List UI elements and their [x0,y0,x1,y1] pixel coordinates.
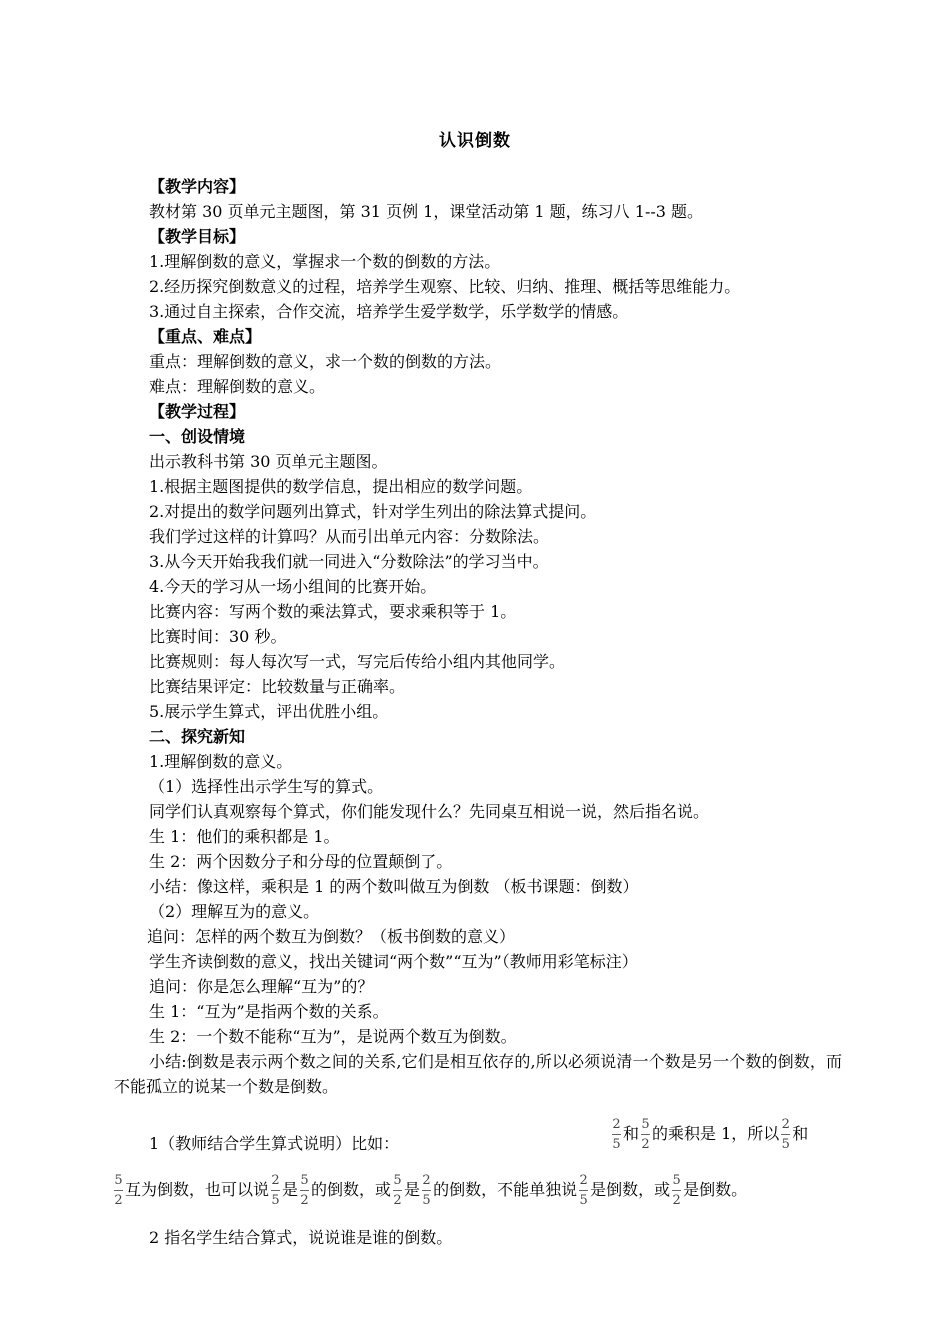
part1-line: 比赛规则：每人每次写一式，写完后传给小组内其他同学。 [149,652,566,671]
goal-item: 3.通过自主探索，合作交流，培养学生爱学数学，乐学数学的情感。 [149,302,629,321]
example-intro: 1（教师结合学生算式说明）比如： [149,1134,400,1153]
fraction-two-fifths: $\frac{2}{5}$ [781,1117,790,1152]
fraction-five-halves: $\frac{5}{2}$ [641,1117,650,1152]
part1-line: 比赛内容：写两个数的乘法算式，要求乘积等于 1。 [149,602,517,621]
part2-line: 1.理解倒数的意义。 [149,752,293,771]
key-point: 重点：理解倒数的意义，求一个数的倒数的方法。 [149,352,502,371]
fraction-two-fifths: $\frac{2}{5}$ [612,1117,621,1152]
fraction-five-halves: $\frac{5}{2}$ [393,1173,402,1208]
example-line-2 [114,1171,842,1225]
part1-line: 4.今天的学习从一场小组间的比赛开始。 [149,577,437,596]
example-formula-2: $\frac{5}{2}$ 互为倒数，也可以说 $\frac{2}{5}$ 是 $\frac{5}{2}$ 的倒数，或 $\frac{5}{2}$ 是 $\frac{2}{5}$ 的倒数，不能单独说 $\frac{2}{5}$ 是倒数，或 $\frac{5}{2}$ 是倒数。 [114,1173,748,1208]
fraction-two-fifths: $\frac{2}{5}$ [422,1173,431,1208]
goals-heading: 【教学目标】 [149,227,246,246]
part1-line: 出示教科书第 30 页单元主题图。 [149,452,388,471]
part1-line: 5.展示学生算式，评出优胜小组。 [149,702,389,721]
part1-line: 我们学过这样的计算吗？从而引出单元内容：分数除法。 [149,527,550,546]
part2-line: 生 2：一个数不能称“互为”，是说两个数互为倒数。 [149,1027,517,1046]
process-heading: 【教学过程】 [149,402,246,421]
key-heading: 【重点、难点】 [149,327,262,346]
part1-line: 1.根据主题图提供的数学信息，提出相应的数学问题。 [149,477,533,496]
summary-paragraph: 小结:倒数是表示两个数之间的关系,它们是相互依存的,所以必须说清一个数是另一个数的倒数，而不能孤立的说某一个数是倒数。 [114,1052,842,1096]
part2-heading: 二、探究新知 [149,727,246,746]
fraction-two-fifths: $\frac{2}{5}$ [579,1173,588,1208]
goal-item: 2.经历探究倒数意义的过程，培养学生观察、比较、归纳、推理、概括等思维能力。 [149,277,741,296]
part1-heading: 一、创设情境 [149,427,246,446]
last-line: 2 指名学生结合算式，说说谁是谁的倒数。 [149,1228,453,1247]
content-heading: 【教学内容】 [149,177,246,196]
part1-line: 3.从今天开始我我们就一同进入“分数除法”的学习当中。 [149,552,549,571]
part2-line: （2）理解互为的意义。 [149,902,320,921]
fraction-five-halves: $\frac{5}{2}$ [672,1173,681,1208]
part2-line: 追问：怎样的两个数互为倒数？（板书倒数的意义） [147,927,516,946]
part2-line: 生 1：“互为”是指两个数的关系。 [149,1002,389,1021]
part2-line: 追问：你是怎么理解“互为”的？ [149,977,374,996]
page-title: 认识倒数 [439,131,511,151]
content-text: 教材第 30 页单元主题图，第 31 页例 1，课堂活动第 1 题，练习八 1--3 题。 [149,202,704,221]
fraction-five-halves: $\frac{5}{2}$ [114,1173,123,1208]
part1-line: 2.对提出的数学问题列出算式，针对学生列出的除法算式提问。 [149,502,597,521]
example-line-1 [114,1115,842,1171]
part2-line: （1）选择性出示学生写的算式。 [149,777,384,796]
key-point: 难点：理解倒数的意义。 [149,377,326,396]
part2-line: 小结：像这样，乘积是 1 的两个数叫做互为倒数 （板书课题：倒数） [149,877,639,896]
part1-line: 比赛时间：30 秒。 [149,627,287,646]
part1-line: 比赛结果评定：比较数量与正确率。 [149,677,406,696]
example-formula-1: $\frac{2}{5}$ 和 $\frac{5}{2}$ 的乘积是 1，所以 $\frac{2}{5}$ 和 [612,1117,809,1152]
part2-line: 同学们认真观察每个算式，你们能发现什么？先同桌互相说一说，然后指名说。 [149,802,710,821]
fraction-two-fifths: $\frac{2}{5}$ [271,1173,280,1208]
part2-line: 学生齐读倒数的意义，找出关键词“两个数”“互为”（教师用彩笔标注） [149,952,638,971]
document-body [114,174,842,1250]
part2-line: 生 2：两个因数分子和分母的位置颠倒了。 [149,852,453,871]
part2-line: 生 1：他们的乘积都是 1。 [149,827,340,846]
fraction-five-halves: $\frac{5}{2}$ [300,1173,309,1208]
goal-item: 1.理解倒数的意义，掌握求一个数的倒数的方法。 [149,252,501,271]
